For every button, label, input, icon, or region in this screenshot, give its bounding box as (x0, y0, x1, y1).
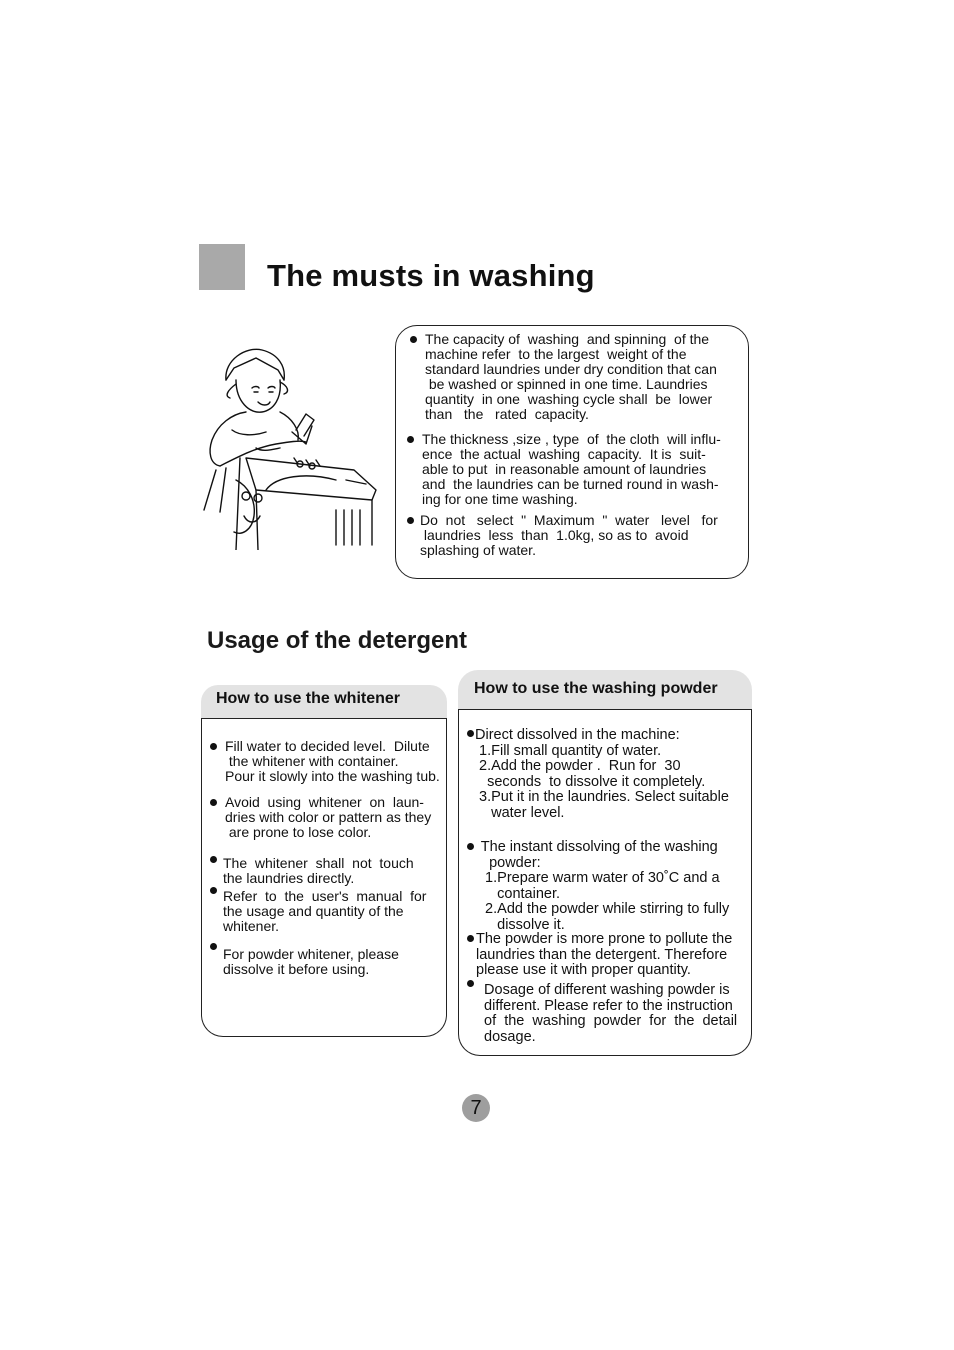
powder-heading-tab (458, 670, 752, 710)
page-number: 7 (462, 1094, 490, 1122)
capacity-notice-box (395, 325, 749, 579)
whitener-bullet-5: For powder whitener, please dissolve it before using. (210, 947, 399, 977)
powder-bullet-4: Dosage of different washing powder is different. Please refer to the instruction of the washing powder for the detail dosage. (467, 983, 737, 1045)
bullet-icon (210, 799, 217, 806)
whitener-heading-tab (201, 685, 447, 719)
bullet-icon (410, 336, 417, 343)
section-marker (199, 244, 245, 290)
whitener-box (201, 719, 447, 1037)
page-title: The musts in washing (267, 258, 595, 293)
bullet-icon (210, 887, 217, 894)
bullet-icon (210, 943, 217, 950)
bullet-icon (467, 980, 474, 987)
capacity-bullet-1: The capacity of washing and spinning of the machine refer to the largest weight of the standard laundries under dry condition that can be washed or spinned in one time. Laundries quantity in one washing cycle shall be lower than the rated capacity. (410, 332, 717, 422)
bullet-icon (407, 517, 414, 524)
whitener-heading: How to use the whitener (216, 690, 401, 707)
whitener-bullet-2: Avoid using whitener on laun- dries with color or pattern as they are prone to lose color. (210, 795, 431, 840)
capacity-bullet-3: Do not select " Maximum " water level for laundries less than 1.0kg, so as to avoid splashing of water. (407, 513, 718, 558)
bullet-icon (467, 935, 474, 942)
powder-box (458, 710, 752, 1056)
powder-bullet-1: Direct dissolved in the machine: 1.Fill small quantity of water. 2.Add the powder . Run for 30 seconds to dissolve it completely. 3.Put it in the laundries. Select suitable water level. (467, 728, 729, 822)
powder-bullet-2: The instant dissolving of the washing powder: 1.Prepare warm water of 30˚C and a container. 2.Add the powder while stirring to fully dissolve it. (467, 840, 729, 934)
washing-woman-illustration (196, 340, 378, 550)
whitener-bullet-1: Fill water to decided level. Dilute the whitener with container. Pour it slowly into the washing tub. (210, 739, 440, 784)
powder-bullet-3: The powder is more prone to pollute the laundries than the detergent. Therefore please use it with proper quantity. (467, 932, 732, 979)
whitener-bullet-3: The whitener shall not touch the laundries directly. (210, 856, 414, 886)
capacity-bullet-2: The thickness ,size , type of the cloth will influ- ence the actual washing capacity. It is suit- able to put in reasonable amount of laundries and the laundries can be turned round in wash- ing for one time washing. (407, 432, 721, 507)
whitener-bullet-4: Refer to the user's manual for the usage and quantity of the whitener. (210, 889, 426, 934)
bullet-icon (467, 843, 474, 850)
section-title: Usage of the detergent (207, 627, 468, 654)
bullet-icon (407, 436, 414, 443)
powder-heading: How to use the washing powder (474, 680, 718, 697)
bullet-icon (210, 856, 217, 863)
bullet-icon (210, 743, 217, 750)
bullet-icon (467, 730, 474, 737)
